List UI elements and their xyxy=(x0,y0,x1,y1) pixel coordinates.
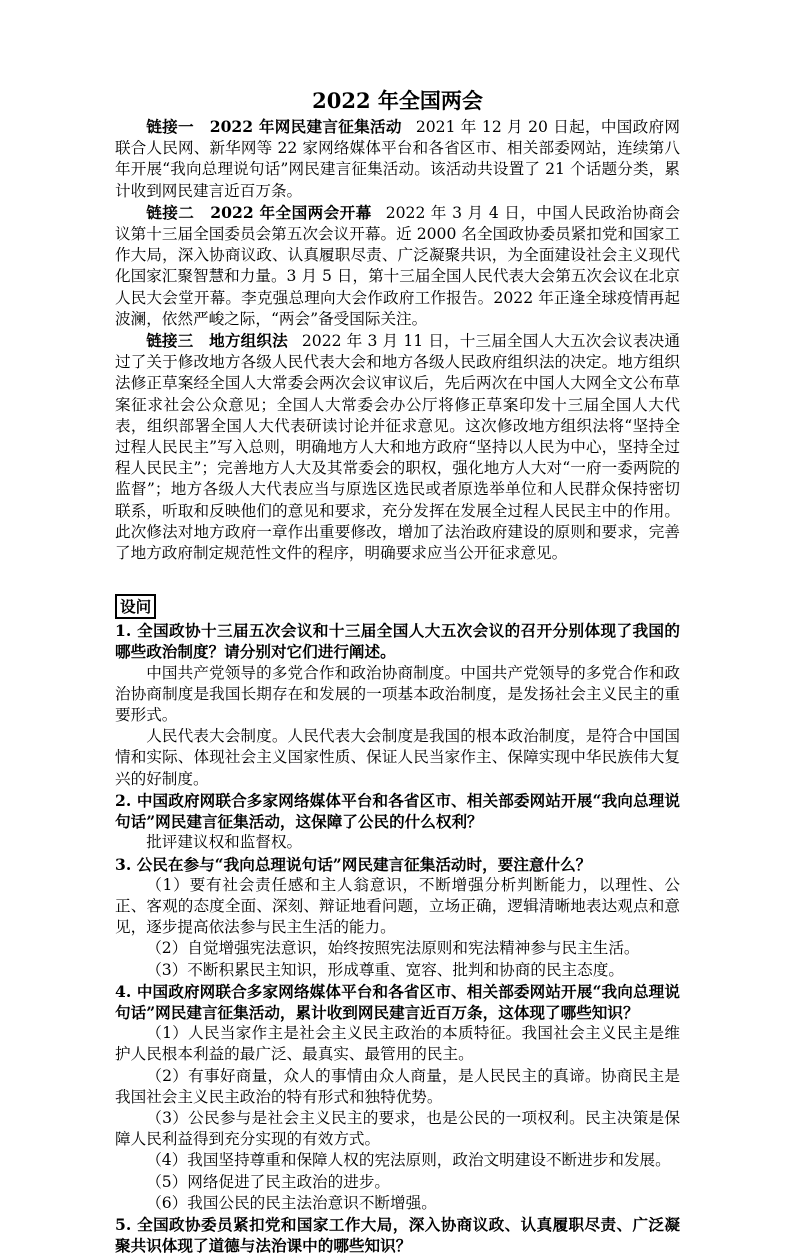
question-4: 4. 中国政府网联合多家网络媒体平台和各省区市、相关部委网站开展“我向总理说句话”网民建言征集活动，累计收到网民建言近百万条，这体现了哪些知识？ xyxy=(115,981,680,1022)
answer-4-3: （3）公民参与是社会主义民主的要求，也是公民的一项权利。民主决策是保障人民利益得到充分实现的有效方式。 xyxy=(115,1108,680,1149)
link2-label: 链接二 2022 年全国两会开幕 xyxy=(146,202,372,222)
link3-paragraph xyxy=(115,330,680,564)
link3-label: 链接三 地方组织法 xyxy=(146,331,288,351)
question-1: 1. 全国政协十三届五次会议和十三届全国人大五次会议的召开分别体现了我国的哪些政治制度？请分别对它们进行阐述。 xyxy=(115,621,680,662)
answer-2-1: 批评建议权和监督权。 xyxy=(146,833,303,852)
link3-text: 2022 年 3 月 11 日，十三届全国人大五次会议表决通过了关于修改地方各级人民代表大会和地方各级人民政府组织法的决定。地方组织法修正草案经全国人大常委会两次会议审议后，先后两次在中国人大网全文公布草案征求社会公众意见；全国人大常委会办公厅将修正草案印发十三届全国人大代表，组织部署全国人大代表研读讨论并征求意见。这次修改地方组织法将“坚持全过程人民民主”写入总则，明确地方人大和地方政府“坚持以人民为中心，坚持全过程人民民主”；完善地方人大及其常委会的职权，强化地方人大对“一府一委两院的监督”；地方各级人大代表应当与原选区选民或者原选举单位和人民群众保持密切联系，听取和反映他们的意见和要求，充分发挥在发展全过程人民民主中的作用。此次修法对地方政府一章作出重要修改，增加了法治政府建设的原则和要求，完善了地方政府制定规范性文件的程序，明确要求应当公开征求意见。 xyxy=(115,332,680,563)
link1-label: 链接一 2022 年网民建言征集活动 xyxy=(146,117,402,136)
setwen-section-heading xyxy=(115,594,680,619)
question-5: 5. 全国政协委员紧扣党和国家工作大局，深入协商议政、认真履职尽责、广泛凝聚共识体现了道德与法治课中的哪些知识？ xyxy=(115,1214,680,1256)
answer-1-2: 人民代表大会制度。人民代表大会制度是我国的根本政治制度，是符合中国国情和实际、体现社会主义国家性质、保证人民当家作主、保障实现中华民族伟大复兴的好制度。 xyxy=(115,727,680,788)
answer-4-6: （6）我国公民的民主法治意识不断增强。 xyxy=(146,1193,437,1212)
link1-text: 2021 年 12 月 20 日起，中国政府网联合人民网、新华网等 22 家网络媒体平台和各省区市、相关部委网站，连续第八年开展“我向总理说句话”网民建言征集活动。该活动共设置了 21 个话题分类，累计收到网民建言近百万条。 xyxy=(115,118,680,200)
link2-text: 2022 年 3 月 4 日，中国人民政治协商会议第十三届全国委员会第五次会议开幕。近 2000 名全国政协委员紧扣党和国家工作大局，深入协商议政、认真履职尽责、广泛凝聚共识，为全面建设社会主义现代化国家汇聚智慧和力量。3 月 5 日，第十三届全国人民代表大会第五次会议在北京人民大会堂开幕。李克强总理向大会作政府工作报告。2022 年正逢全球疫情再起波澜，依然严峻之际，“两会”备受国际关注。 xyxy=(115,203,680,328)
answer-4-1: （1）人民当家作主是社会主义民主政治的本质特征。我国社会主义民主是维护人民根本利益的最广泛、最真实、最管用的民主。 xyxy=(115,1024,680,1064)
question-3: 3. 公民在参与“我向总理说句话”网民建言征集活动时，要注意什么？ xyxy=(115,854,592,874)
answer-3-2: （2）自觉增强宪法意识，始终按照宪法原则和宪法精神参与民主生活。 xyxy=(146,939,640,958)
answer-4-5: （5）网络促进了民主政治的进步。 xyxy=(146,1172,391,1191)
link2-paragraph xyxy=(115,202,680,330)
answer-3-1: （1）要有社会责任感和主人翁意识，不断增强分析判断能力，以理性、公正、客观的态度全面、深刻、辩证地看问题，立场正确，逻辑清晰地表达观点和意见，逐步提高依法参与民主生活的能力。 xyxy=(115,875,680,937)
answer-3-3: （3）不断积累民主知识，形成尊重、宽容、批判和协商的民主态度。 xyxy=(146,960,624,979)
question-2: 2. 中国政府网联合多家网络媒体平台和各省区市、相关部委网站开展“我向总理说句话”网民建言征集活动，这保障了公民的什么权利？ xyxy=(115,790,680,832)
answer-4-2: （2）有事好商量，众人的事情由众人商量，是人民民主的真谛。协商民主是我国社会主义民主政治的特有形式和独特优势。 xyxy=(115,1066,680,1106)
answer-4-4: （4）我国坚持尊重和保障人权的宪法原则，政治文明建设不断进步和发展。 xyxy=(146,1151,671,1170)
link1-paragraph xyxy=(115,116,680,202)
page-title: 2022 年全国两会 xyxy=(312,88,483,113)
setwen-box-label: 设问 xyxy=(115,594,156,619)
answer-1-1: 中国共产党领导的多党合作和政治协商制度。中国共产党领导的多党合作和政治协商制度是我国长期存在和发展的一项基本政治制度，是发扬社会主义民主的重要形式。 xyxy=(115,663,680,725)
